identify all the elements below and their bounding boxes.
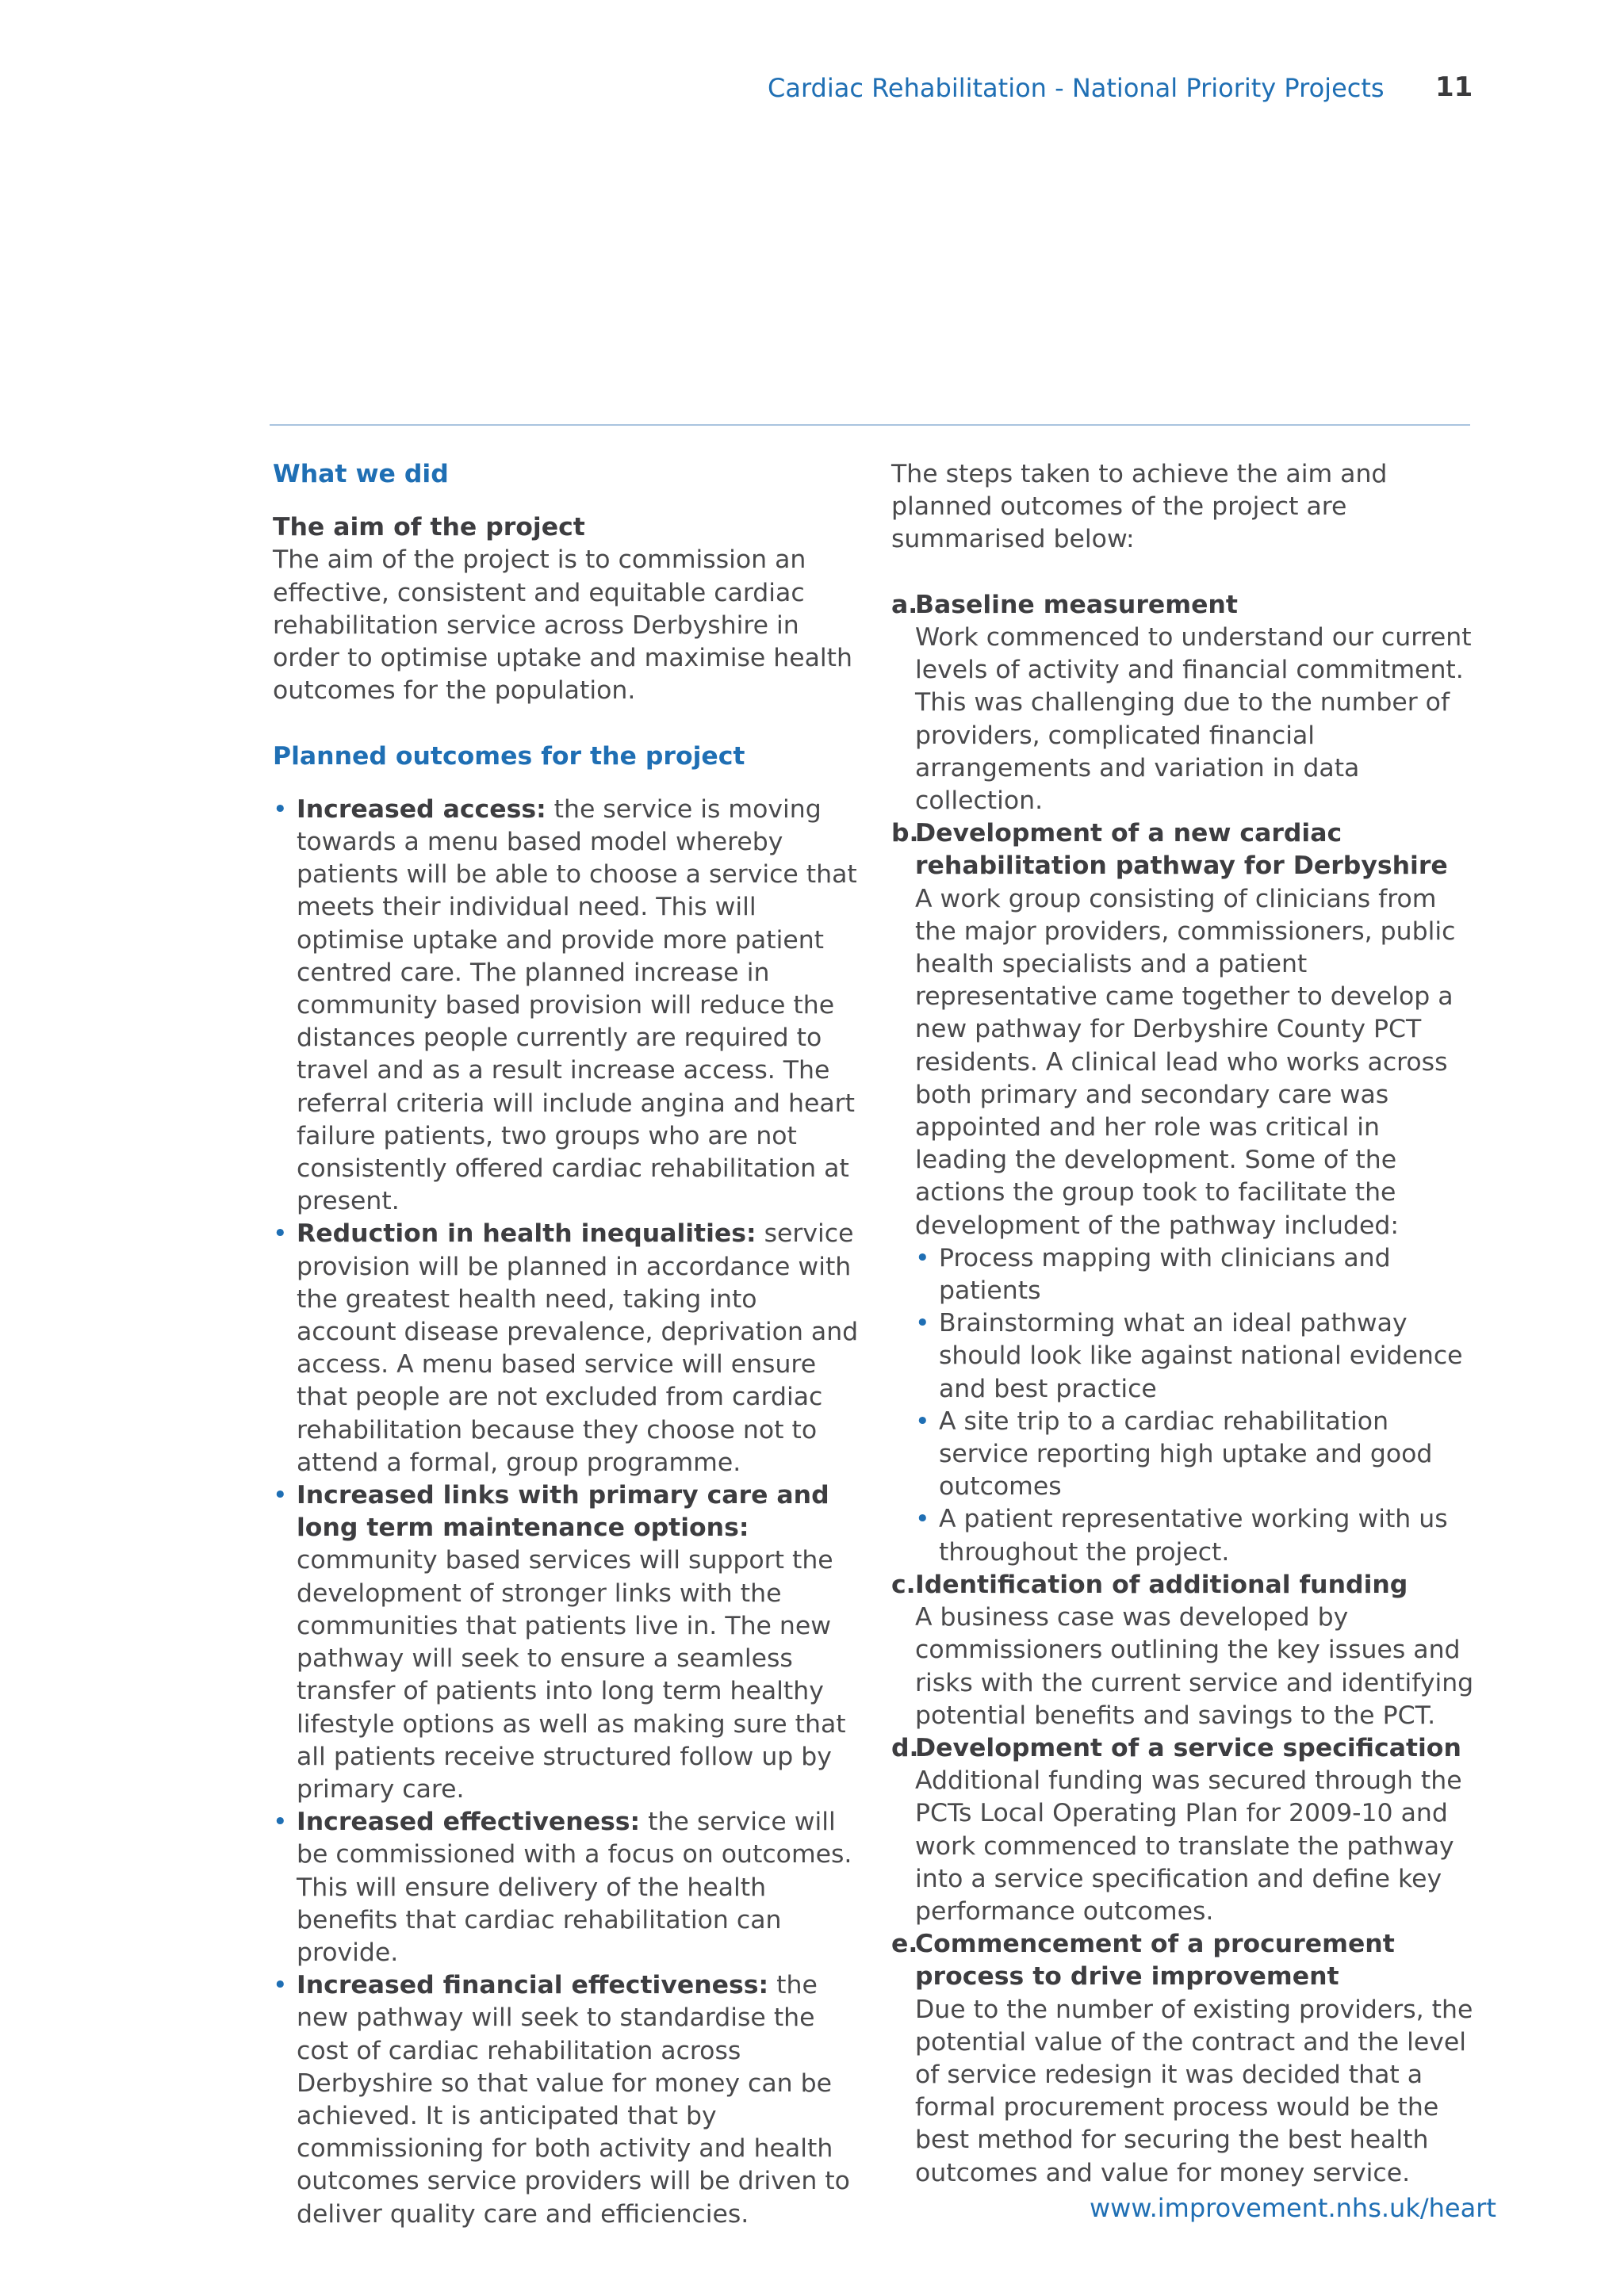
page-header (0, 68, 1624, 116)
step-text: A business case was developed by commissioners outlining the key issues and risks with the current service and identifying potential benefits and savings to the PCT. (915, 1603, 1474, 1730)
outcome-item (273, 1806, 860, 1969)
sub-bullet: • A site trip to a cardiac rehabilitation service reporting high uptake and good outcomes (915, 1406, 1478, 1504)
step-letter: d. (891, 1733, 919, 1762)
sub-bullet: • Brainstorming what an ideal pathway should look like against national evidence and best practice (915, 1307, 1478, 1406)
outcome-item (273, 794, 860, 1219)
section-heading: What we did (273, 460, 449, 488)
aim-heading: The aim of the project (273, 513, 585, 542)
outcome-text: service provision will be planned in accordance with the greatest health need, taking into account disease prevalence, deprivation and access. A menu based service will ensure that people are not excluded from cardiac rehabilitation because they choose not to attend a formal, group programme. (297, 1219, 859, 1477)
outcome-text: the new pathway will seek to standardise the cost of cardiac rehabilitation across Derbyshire so that value for money can be achieved. It is anticipated that by commissioning for both activity and health outcomes service providers will be driven to deliver quality care and efficiencies. (297, 1971, 850, 2229)
outcomes-list (273, 794, 860, 2231)
step-text: A work group consisting of clinicians from the major providers, commissioners, public health specialists and a patient representative came together to develop a new pathway for Derbyshire County PCT residents. A clinical lead who works across both primary and secondary care was appointed and her role was critical in leading the development. Some of the actions the group took to facilitate the development of the pathway included: (915, 884, 1456, 1240)
outcome-item (273, 1969, 860, 2231)
step-text: Additional funding was secured through the PCTs Local Operating Plan for 2009-10 and work commenced to translate the pathway into a service specification and define key performance outcomes. (915, 1766, 1462, 1926)
outcome-text: community based services will support the development of stronger links with the communities that patients live in. The new pathway will seek to ensure a seamless transfer of patients into long term healthy lifestyle options as well as making sure that all patients receive structured follow up by primary care. (297, 1546, 846, 1804)
footer-website-link[interactable]: www.improvement.nhs.uk/heart (1090, 2193, 1496, 2223)
outcome-label: Increased access: (297, 794, 546, 824)
outcome-text: the service is moving towards a menu based model whereby patients will be able to choose a service that meets their individual need. This will optimise uptake and provide more patient centred care. The planned increase in community based provision will reduce the distances people currently are required to travel and as a result increase access. The referral criteria will include angina and heart failure patients, two groups who are not consistently offered cardiac rehabilitation at present. (297, 794, 857, 1216)
step-item (891, 589, 1478, 817)
step-text: Work commenced to understand our current levels of activity and financial commitment. This was challenging due to the number of providers, complicated financial arrangements and variation in data collection. (915, 623, 1472, 816)
step-item (891, 1732, 1478, 1928)
sub-bullet: • Process mapping with clinicians and patients (915, 1242, 1478, 1307)
right-column (891, 458, 1478, 2190)
outcome-item (273, 1218, 860, 1479)
step-title: Development of a new cardiac rehabilitation pathway for Derbyshire (915, 819, 1448, 881)
step-item (891, 1928, 1478, 2190)
left-column (273, 458, 860, 2231)
step-item (891, 1569, 1478, 1732)
step-title: Commencement of a procurement process to drive improvement (915, 1930, 1395, 1992)
outcome-text: the service will be commissioned with a focus on outcomes. This will ensure delivery of the health benefits that cardiac rehabilitation can provide. (297, 1808, 852, 1967)
page-number: 11 (1435, 71, 1473, 103)
step-sub-list (915, 1242, 1478, 1569)
section-divider (270, 424, 1470, 426)
aim-text: The aim of the project is to commission an effective, consistent and equitable cardiac rehabilitation service across Derbyshire in order to optimise uptake and maximise health outcomes for the population. (273, 545, 852, 706)
sub-bullet: • A patient representative working with us throughout the project. (915, 1503, 1478, 1568)
steps-intro: The steps taken to achieve the aim and planned outcomes of the project are summarised below: (891, 460, 1388, 554)
outcome-item (273, 1479, 860, 1806)
outcomes-heading: Planned outcomes for the project (273, 741, 745, 771)
step-item (891, 817, 1478, 1569)
step-title: Identification of additional funding (915, 1570, 1408, 1599)
step-letter: c. (891, 1570, 916, 1599)
running-title: Cardiac Rehabilitation - National Priority Projects (768, 73, 1385, 103)
step-letter: b. (891, 819, 919, 848)
step-text: Due to the number of existing providers, the potential value of the contract and the level of service redesign it was decided that a formal procurement process would be the best method for securing the best health outcomes and value for money service. (915, 1995, 1473, 2187)
steps-list (891, 589, 1478, 2190)
step-letter: a. (891, 590, 918, 619)
outcome-label: Increased financial effectiveness: (297, 1971, 769, 2000)
step-letter: e. (891, 1930, 918, 1959)
step-title: Baseline measurement (915, 590, 1238, 619)
outcome-label: Reduction in health inequalities: (297, 1219, 756, 1249)
outcome-label: Increased effectiveness: (297, 1808, 641, 1837)
step-title: Development of a service specification (915, 1733, 1461, 1762)
outcome-label: Increased links with primary care and long term maintenance options: (297, 1481, 829, 1543)
